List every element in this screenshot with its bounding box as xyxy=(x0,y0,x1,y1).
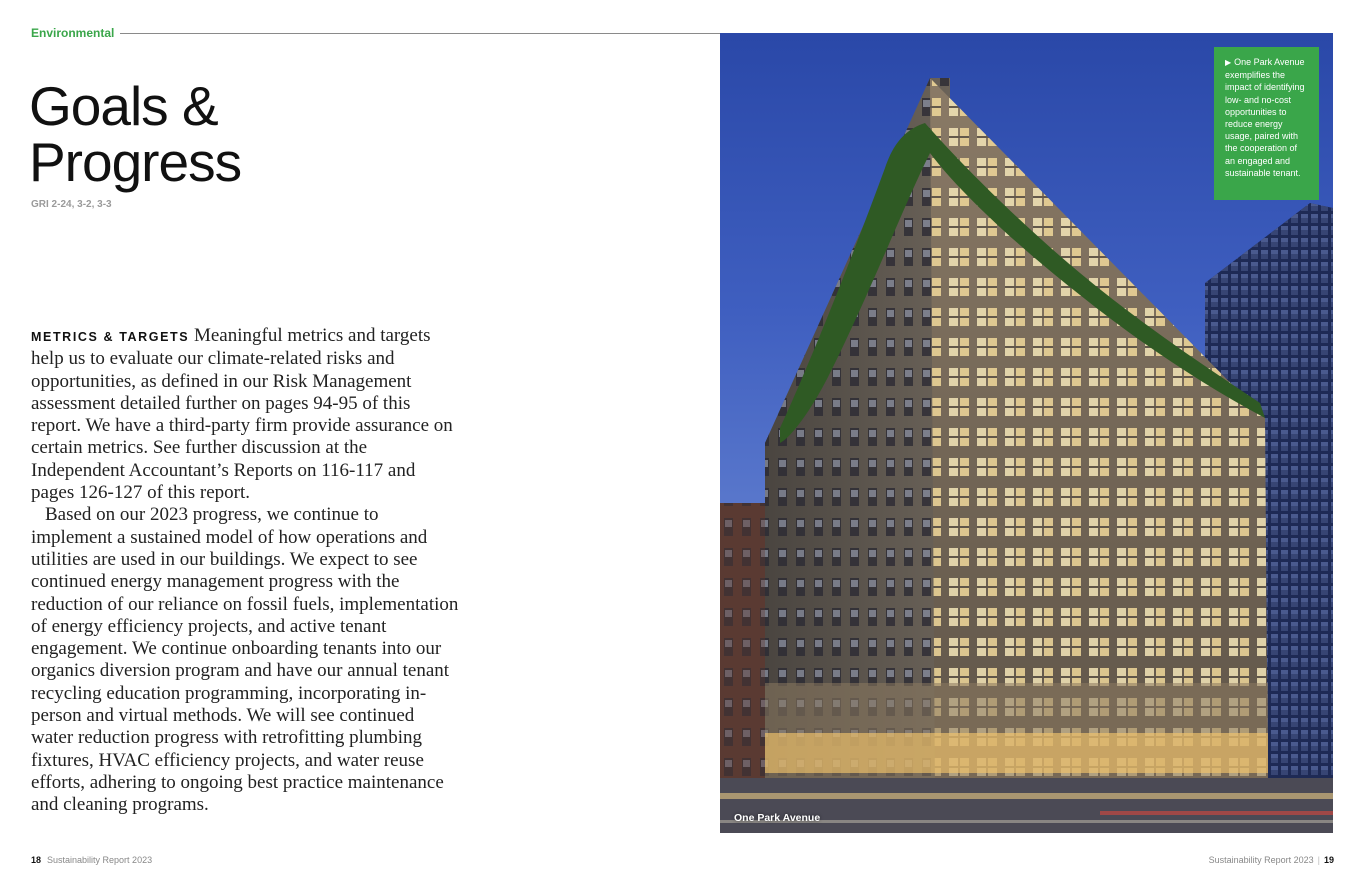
section-label: Environmental xyxy=(31,26,115,40)
triangle-right-icon: ▶ xyxy=(1225,58,1232,67)
paragraph-2: Based on our 2023 progress, we continue to implement a sustained model of how operations and utilities are used in our buildings. We expect to see continued energy management progress with the reduction of our reliance on fossil fuels, implementation of energy efficiency projects, and active tenant engagement. We continue onboarding tenants into our organics diversion program and have our annual tenant recycling education programming, incorporating in-person and virtual methods. We will see continued water reduction progress with retrofitting plumbing fixtures, HVAC efficiency projects, and water reuse efforts, adhering to ongoing best practice maintenance and cleaning programs. xyxy=(31,504,459,816)
page-title-line-2: Progress xyxy=(29,131,242,193)
page-number-left: 18 xyxy=(31,855,42,865)
paragraph-1 xyxy=(31,325,461,504)
body-text xyxy=(31,325,461,817)
page-number-right: 19 xyxy=(1323,855,1334,865)
footer-left xyxy=(31,855,152,865)
footer-left-text: Sustainability Report 2023 xyxy=(47,855,153,865)
gri-reference: GRI 2-24, 3-2, 3-3 xyxy=(31,199,112,210)
photo-callout xyxy=(1214,47,1319,200)
footer-separator: | xyxy=(1317,855,1320,865)
building-photo xyxy=(720,33,1333,833)
footer-right xyxy=(1209,855,1334,865)
page-title xyxy=(29,75,242,193)
section-divider xyxy=(120,33,720,34)
footer-right-text: Sustainability Report 2023 xyxy=(1208,855,1314,865)
paragraph-1-text: Meaningful metrics and targets help us to evaluate our climate-related risks and opportunities, as defined in our Risk Management assessment detailed further on pages 94-95 of this report. We have a third-party firm provide assurance on certain metrics. See further discussion at the Independent Accountant’s Reports on 116-117 and pages 126-127 of this report. xyxy=(31,325,453,504)
lead-heading: METRICS & TARGETS xyxy=(31,330,190,344)
page-title-line-1: Goals & xyxy=(29,75,218,137)
photo-caption: One Park Avenue xyxy=(734,812,821,824)
photo-callout-text: One Park Avenue exemplifies the impact of identifying low- and no-cost opportunities to reduce energy usage, paired with the cooperation of an engaged and sustainable tenant. xyxy=(1225,57,1305,178)
